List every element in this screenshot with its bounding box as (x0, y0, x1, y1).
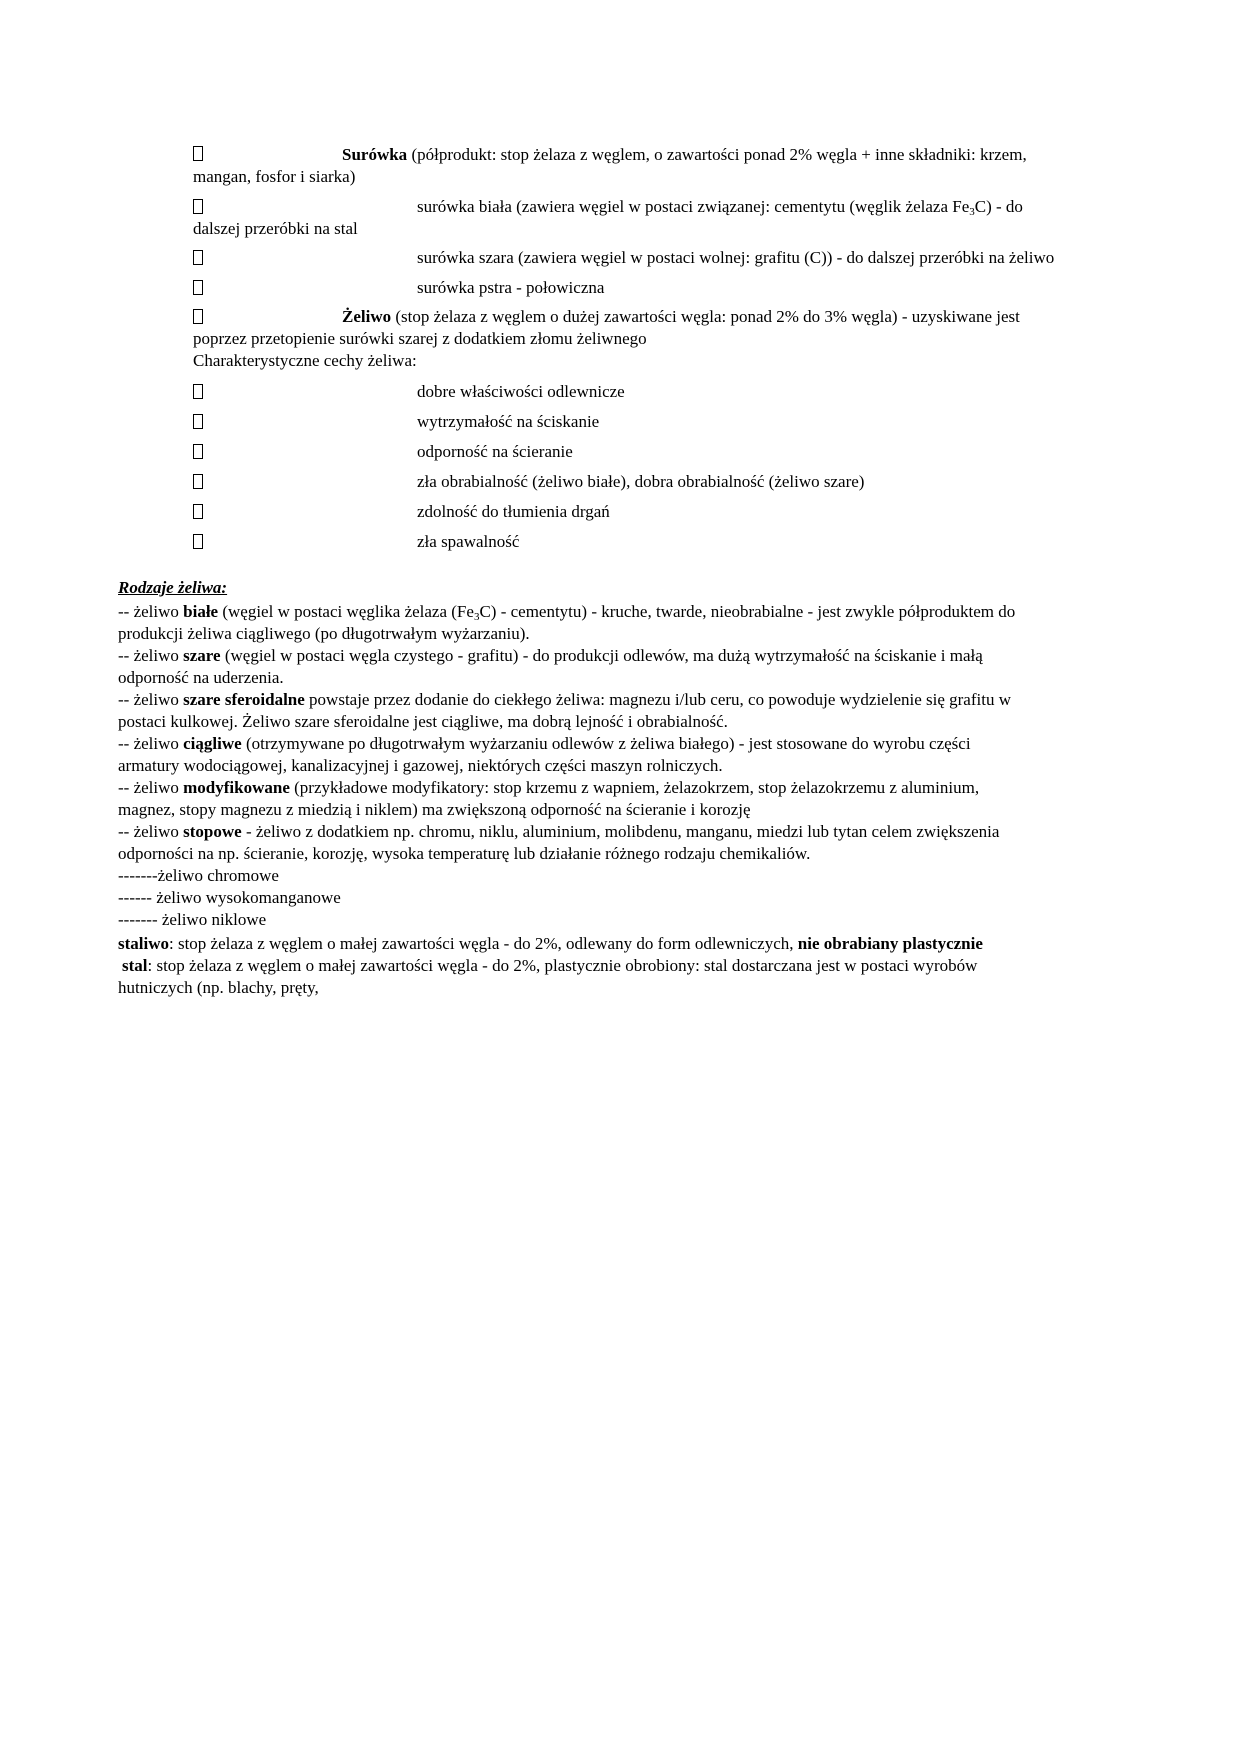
type-prefix: -- żeliwo (118, 822, 184, 841)
staliwo-definition (118, 933, 983, 955)
bullet-zeliwo (342, 306, 1020, 328)
type-desc: - żeliwo z dodatkiem np. chromu, niklu, aluminium, molibdenu, manganu, miedzi lub tytan celem zwiększenia (241, 822, 1000, 841)
type-desc: (przykładowe modyfikatory: stop krzemu z wapniem, żelazokrzem, stop żelazokrzemu z aluminium, (289, 778, 980, 797)
bullet-box-icon (193, 250, 203, 265)
type-ciagliwe-line2: armatury wodociągowej, kanalizacyjnej i gazowej, niektórych części maszyn rolniczych. (118, 756, 723, 775)
subtype-item: -------żeliwo chromowe (118, 866, 279, 885)
type-prefix: -- żeliwo (118, 778, 184, 797)
bullet-surowka-biala-text: surówka biała (zawiera węgiel w postaci związanej: cementytu (węglik żelaza Fe (417, 197, 970, 216)
subtype-item: ------- żeliwo niklowe (118, 910, 267, 929)
type-biale-line1 (118, 601, 1015, 623)
feature-item: dobre właściwości odlewnicze (417, 382, 625, 401)
type-name: ciągliwe (183, 734, 242, 753)
bullet-surowka-continuation: mangan, fosfor i siarka) (193, 167, 356, 186)
bullet-zeliwo-rest: (stop żelaza z węglem o dużej zawartości węgla: ponad 2% do 3% węgla) - uzyskiwane jest (391, 307, 1020, 326)
bullet-surowka-rest: (półprodukt: stop żelaza z węglem, o zawartości ponad 2% węgla + inne składniki: krzem, (407, 145, 1027, 164)
staliwo-desc: : stop żelaza z węglem o małej zawartości węgla - do 2%, odlewany do form odlewniczych, (169, 934, 798, 953)
type-prefix: -- żeliwo (118, 646, 184, 665)
bullet-surowka-pstra: surówka pstra - połowiczna (417, 278, 605, 297)
type-desc: (otrzymywane po długotrwałym wyżarzaniu odlewów z żeliwa białego) - jest stosowane do wyrobu części (241, 734, 971, 753)
bullet-zeliwo-bold: Żeliwo (342, 307, 392, 326)
bullet-box-icon (193, 474, 203, 489)
bullet-surowka (342, 144, 1027, 166)
bullet-box-icon (193, 444, 203, 459)
feature-item: zła spawalność (417, 532, 520, 551)
type-sferoidalne-line1 (118, 689, 1011, 711)
bullet-box-icon (193, 504, 203, 519)
features-intro: Charakterystyczne cechy żeliwa: (193, 351, 417, 370)
type-prefix: -- żeliwo (118, 602, 184, 621)
bullet-surowka-biala-continuation: dalszej przeróbki na stal (193, 219, 358, 238)
type-desc: powstaje przez dodanie do ciekłego żeliwa: magnezu i/lub ceru, co powoduje wydzielenie się grafitu w (304, 690, 1011, 709)
bullet-box-icon (193, 414, 203, 429)
stal-desc: : stop żelaza z węglem o małej zawartości węgla - do 2%, plastycznie obrobiony: stal dostarczana jest w postaci wyrobów (147, 956, 978, 975)
stal-definition-line2: hutniczych (np. blachy, pręty, (118, 978, 319, 997)
type-modyfikowane-line1 (118, 777, 979, 799)
type-sferoidalne-line2: postaci kulkowej. Żeliwo szare sferoidalne jest ciągliwe, ma dobrą lejność i obrabialność. (118, 712, 728, 731)
type-name: szare sferoidalne (183, 690, 305, 709)
bullet-box-icon (193, 146, 203, 161)
bullet-surowka-biala-end: C) - do (974, 197, 1023, 216)
subscript: 3 (473, 611, 480, 623)
bullet-zeliwo-continuation: poprzez przetopienie surówki szarej z dodatkiem złomu żeliwnego (193, 329, 647, 348)
type-ciagliwe-line1 (118, 733, 971, 755)
bullet-box-icon (193, 384, 203, 399)
type-desc-end: C) - cementytu) - kruche, twarde, nieobrabialne - jest zwykle półproduktem do (479, 602, 1016, 621)
type-name: szare (183, 646, 221, 665)
type-desc: (węgiel w postaci węgla czystego - grafitu) - do produkcji odlewów, ma dużą wytrzymałość na ściskanie i małą (220, 646, 983, 665)
stal-term: stal (122, 956, 148, 975)
type-name: modyfikowane (183, 778, 290, 797)
bullet-surowka-bold: Surówka (342, 145, 408, 164)
feature-item: zła obrabialność (żeliwo białe), dobra obrabialność (żeliwo szare) (417, 472, 865, 491)
bullet-surowka-szara: surówka szara (zawiera węgiel w postaci wolnej: grafitu (C)) - do dalszej przeróbki na żeliwo (417, 248, 1055, 267)
feature-item: odporność na ścieranie (417, 442, 573, 461)
bullet-box-icon (193, 309, 203, 324)
bullet-box-icon (193, 280, 203, 295)
type-prefix: -- żeliwo (118, 690, 184, 709)
type-modyfikowane-line2: magnez, stopy magnezu z miedzią i niklem) ma zwiększoną odporność na ścieranie i korozję (118, 800, 751, 819)
type-stopowe-line2: odporności na np. ścieranie, korozję, wysoka temperaturę lub działanie różnego rodzaju chemikaliów. (118, 844, 811, 863)
subtype-item: ------ żeliwo wysokomanganowe (118, 888, 341, 907)
staliwo-term: staliwo (118, 934, 169, 953)
type-stopowe-line1 (118, 821, 999, 843)
subscript: 3 (969, 206, 975, 218)
stal-definition (122, 955, 977, 977)
bullet-box-icon (193, 534, 203, 549)
bullet-box-icon (193, 199, 203, 214)
feature-item: wytrzymałość na ściskanie (417, 412, 600, 431)
type-szare-line1 (118, 645, 983, 667)
bullet-surowka-biala (417, 196, 1023, 218)
type-szare-line2: odporność na uderzenia. (118, 668, 284, 687)
feature-item: zdolność do tłumienia drgań (417, 502, 610, 521)
type-name: stopowe (183, 822, 242, 841)
type-biale-line2: produkcji żeliwa ciągliwego (po długotrwałym wyżarzaniu). (118, 624, 530, 643)
staliwo-desc-bold: nie obrabiany plastycznie (797, 934, 983, 953)
type-desc: (węgiel w postaci węglika żelaza (Fe (218, 602, 474, 621)
type-prefix: -- żeliwo (118, 734, 184, 753)
types-heading: Rodzaje żeliwa: (118, 578, 228, 597)
type-name: białe (183, 602, 219, 621)
